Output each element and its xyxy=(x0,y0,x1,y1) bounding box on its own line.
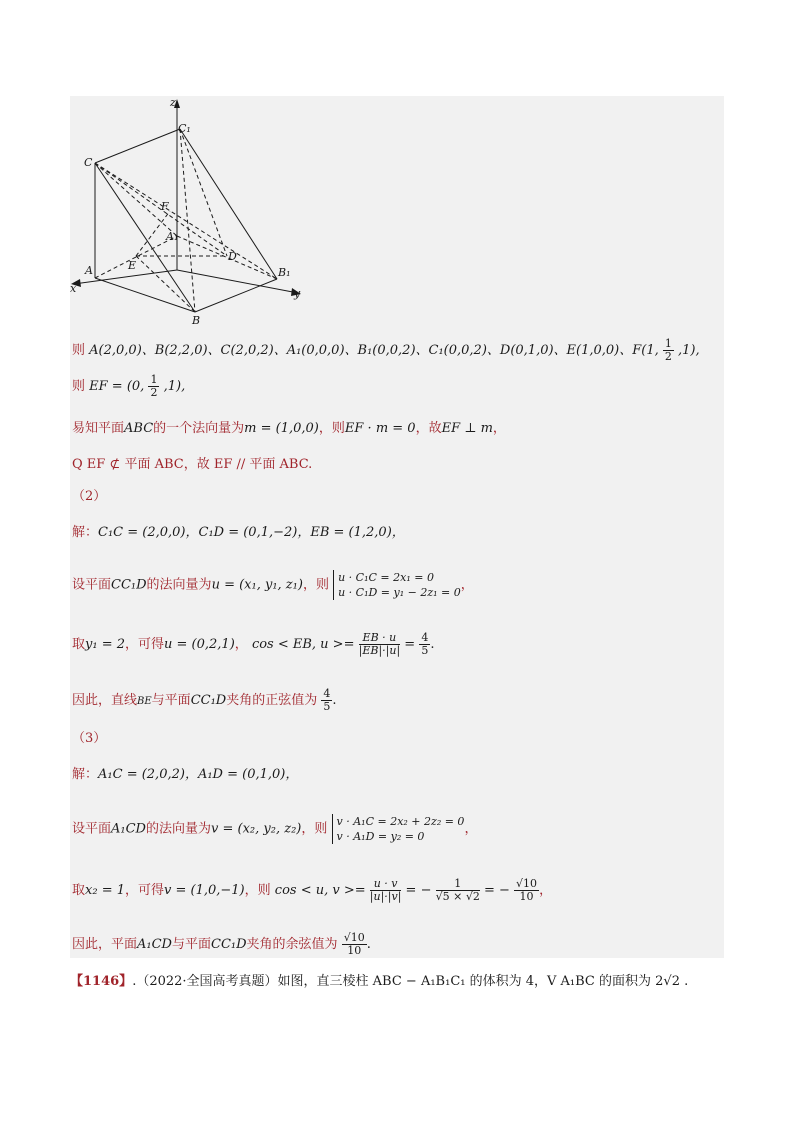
conclusion-1-line xyxy=(72,456,312,474)
denominator: 2 xyxy=(664,350,672,363)
coordinates-line xyxy=(72,338,700,363)
edge-b-b1 xyxy=(195,279,277,312)
v-value: v = (1,0,−1) xyxy=(164,883,245,898)
cos-eb-u-line xyxy=(72,632,434,657)
text: 取 xyxy=(72,883,86,898)
x2-value: x₂ = 1 xyxy=(85,883,125,898)
label-a1: A₁ xyxy=(166,230,179,243)
text: 的一个法向量为 xyxy=(153,421,245,436)
text: 与平面 xyxy=(151,693,191,708)
fraction-half xyxy=(663,338,674,363)
numerator: u · v xyxy=(370,878,402,891)
text: ， xyxy=(464,821,478,837)
plane-name: CC₁D xyxy=(111,577,147,593)
text: ， xyxy=(460,577,474,593)
equation-2: v · A₁D = y₂ = 0 xyxy=(336,830,425,843)
denominator: 10 xyxy=(347,944,362,957)
label-x: x xyxy=(70,282,77,295)
part-2-heading xyxy=(72,488,106,506)
plane-name: ABC xyxy=(124,421,154,436)
numerator: 1 xyxy=(150,373,158,386)
denominator: 2 xyxy=(150,386,158,399)
coordinates-math: A(2,0,0)、B(2,2,0)、C(2,0,2)、A₁(0,0,0)、B₁(0,0,2)、C₁(0,0,2)、D(0,1,0)、E(1,0,0)、F(1, xyxy=(89,343,659,358)
denominator: 10 xyxy=(519,890,534,903)
text: 易知平面 xyxy=(72,421,125,436)
part-3-vectors-line xyxy=(72,766,298,784)
cos-fraction xyxy=(359,632,401,657)
text: 解： xyxy=(72,767,99,782)
denominator: 5 xyxy=(323,700,331,713)
part-2-label: （2） xyxy=(72,489,107,504)
perpendicular: EF ⊥ m xyxy=(441,421,493,436)
sine-fraction xyxy=(321,688,332,713)
part-3-vectors: A₁C = (2,0,2)，A₁D = (0,1,0)， xyxy=(98,767,299,782)
text: 设平面 xyxy=(72,821,112,837)
text: ， xyxy=(539,883,553,898)
label-b: B xyxy=(192,314,201,326)
text: ， xyxy=(492,421,506,436)
text: 的法向量为 xyxy=(146,821,212,837)
numerator: EB · u xyxy=(359,632,401,645)
coordinates-tail: ,1), xyxy=(678,343,700,358)
cos-expression: cos < u, v >= xyxy=(274,883,366,898)
label-f: F xyxy=(161,200,169,213)
label-d: D xyxy=(228,250,237,263)
text: 解： xyxy=(72,525,99,540)
normal-vector: m = (1,0,0) xyxy=(244,421,319,436)
cosine-fraction xyxy=(342,932,367,957)
fraction-3 xyxy=(514,878,539,903)
edge-c1-d xyxy=(180,129,227,256)
fraction-2 xyxy=(436,878,480,903)
text: ，可得 xyxy=(125,883,165,898)
equation-1: v · A₁C = 2x₂ + 2z₂ = 0 xyxy=(336,815,465,828)
normal-u-line xyxy=(72,570,474,600)
text: ，则 xyxy=(302,577,329,593)
numerator: 1 xyxy=(664,337,672,350)
text: 因此，平面 xyxy=(72,937,138,952)
text: ，则 xyxy=(318,421,345,436)
fraction-half-2 xyxy=(148,374,159,399)
equation-system-v xyxy=(332,814,465,844)
text: 夹角的余弦值为 xyxy=(246,937,338,952)
label-c1: C₁ xyxy=(178,122,191,135)
plane-name: CC₁D xyxy=(211,937,247,952)
conclusion-1: Q EF ⊄ 平面 ABC，故 EF // 平面 ABC. xyxy=(72,457,313,472)
edge-e-b xyxy=(136,256,195,312)
text: 取 xyxy=(72,637,86,652)
text: 则 xyxy=(72,343,86,358)
numerator: 4 xyxy=(421,631,429,644)
text: ，故 xyxy=(415,421,442,436)
text: ，则 xyxy=(301,821,328,837)
denominator: √5 × √2 xyxy=(435,890,480,903)
label-b1: B₁ xyxy=(278,266,291,279)
normal-v-line xyxy=(72,814,477,844)
problem-statement: .（2022·全国高考真题）如图，直三棱柱 ABC − A₁B₁C₁ 的体积为 4，V A₁BC 的面积为 2√2 . xyxy=(132,974,689,989)
numerator: √10 xyxy=(343,931,365,944)
dot-product: EF · m = 0 xyxy=(344,421,416,436)
denominator: |u|·|v| xyxy=(369,890,402,903)
part-3-label: （3） xyxy=(72,731,107,746)
period: . xyxy=(366,937,371,952)
numerator: √10 xyxy=(516,877,538,890)
denominator: |EB|·|u| xyxy=(358,644,401,657)
line-name: BE xyxy=(137,696,152,707)
period: . xyxy=(332,693,337,708)
text: ， xyxy=(234,637,248,652)
text: 设平面 xyxy=(72,577,112,593)
cos-u-v-line xyxy=(72,878,552,903)
equals-minus: = − xyxy=(405,883,432,898)
denominator: 5 xyxy=(421,644,429,657)
label-z: z xyxy=(170,96,176,109)
edge-c-b1 xyxy=(95,163,277,279)
normal-v: v = (x₂, y₂, z₂) xyxy=(211,821,302,837)
u-value: u = (0,2,1) xyxy=(164,637,235,652)
sine-conclusion-line xyxy=(72,688,337,713)
plane-name: CC₁D xyxy=(190,693,227,708)
normal-vector-line xyxy=(72,420,506,438)
text: 的法向量为 xyxy=(146,577,212,593)
equation-system-u xyxy=(333,570,461,600)
ef-vector-line xyxy=(72,374,185,399)
result-fraction xyxy=(419,632,430,657)
text: 夹角的正弦值为 xyxy=(226,693,318,708)
text: ，则 xyxy=(244,883,271,898)
period: . xyxy=(430,637,435,652)
plane-name: A₁CD xyxy=(111,821,146,837)
y1-value: y₁ = 2 xyxy=(85,637,125,652)
numerator: 4 xyxy=(323,687,331,700)
equals: = xyxy=(404,637,416,652)
next-problem xyxy=(70,970,688,989)
ef-vector-math: EF = (0, xyxy=(89,379,145,394)
equation-2: u · C₁D = y₁ − 2z₁ = 0 xyxy=(338,586,461,599)
text: 因此，直线 xyxy=(72,693,138,708)
problem-number: 【1146】 xyxy=(70,974,133,989)
label-e: E xyxy=(128,259,137,272)
edge-c1-b xyxy=(180,129,195,312)
equals-minus: = − xyxy=(483,883,510,898)
numerator: 1 xyxy=(436,878,480,891)
cos-expression: cos < EB, u >= xyxy=(251,637,355,652)
prism-figure xyxy=(70,96,330,326)
edge-c-c1 xyxy=(95,129,180,163)
label-a: A xyxy=(85,264,93,277)
cosine-conclusion-line xyxy=(72,932,371,957)
label-c: C xyxy=(84,156,93,169)
text: 则 xyxy=(72,379,86,394)
normal-u: u = (x₁, y₁, z₁) xyxy=(211,577,303,593)
plane-name: A₁CD xyxy=(137,937,172,952)
cos-fraction xyxy=(370,878,402,903)
part-2-vectors-line xyxy=(72,524,405,542)
label-y: y xyxy=(294,287,301,300)
text: ，可得 xyxy=(125,637,165,652)
part-3-heading xyxy=(72,730,106,748)
edge-a-b xyxy=(95,278,195,312)
ef-vector-tail: ,1), xyxy=(163,379,186,394)
part-2-vectors: C₁C = (2,0,0)，C₁D = (0,1,−2)，EB = (1,2,0)， xyxy=(98,525,405,540)
equation-1: u · C₁C = 2x₁ = 0 xyxy=(338,571,434,584)
text: 与平面 xyxy=(172,937,212,952)
